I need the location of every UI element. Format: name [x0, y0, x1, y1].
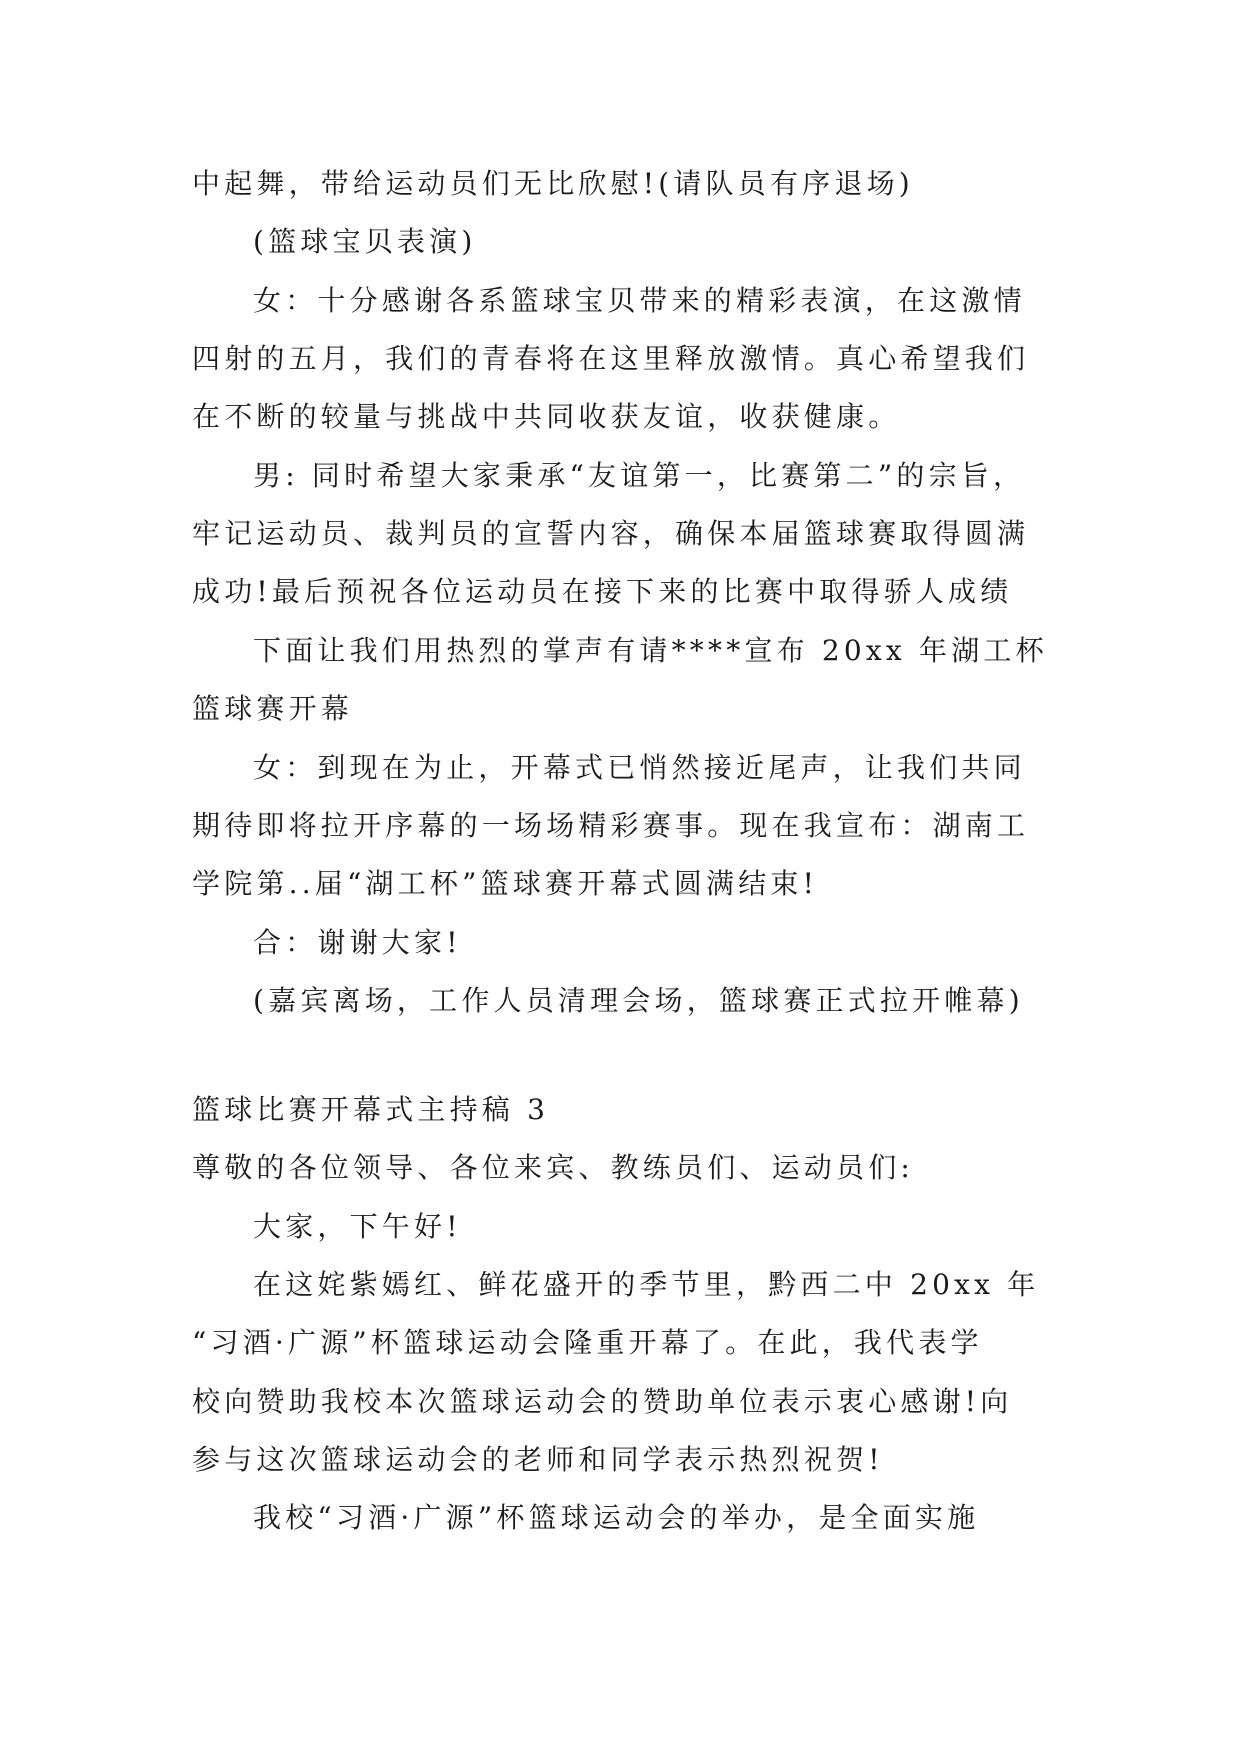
text-line: 参与这次篮球运动会的老师和同学表示热烈祝贺! — [192, 1443, 884, 1476]
text-line: “习酒·广源”杯篮球运动会隆重开幕了。在此，我代表学 — [192, 1326, 983, 1359]
text-line: 尊敬的各位领导、各位来宾、教练员们、运动员们: — [192, 1151, 915, 1184]
section-heading: 篮球比赛开幕式主持稿 3 — [192, 1093, 550, 1126]
text-line: 期待即将拉开序幕的一场场精彩赛事。现在我宣布：湖南工 — [192, 809, 1030, 842]
text-line: 男: 同时希望大家秉承“友谊第一，比赛第二”的宗旨， — [253, 459, 1026, 492]
text-line: 校向赞助我校本次篮球运动会的赞助单位表示衷心感谢!向 — [192, 1385, 1013, 1418]
text-line: (嘉宾离场，工作人员清理会场，篮球赛正式拉开帷幕) — [253, 984, 1024, 1017]
text-line: 在不断的较量与挑战中共同收获友谊，收获健康。 — [192, 400, 901, 433]
text-line: (篮球宝贝表演) — [253, 225, 477, 258]
text-line: 成功!最后预祝各位运动员在接下来的比赛中取得骄人成绩 — [192, 575, 1013, 608]
text-line: 我校“习酒·广源”杯篮球运动会的举办，是全面实施 — [253, 1501, 980, 1534]
text-line: 女：到现在为止，开幕式已悄然接近尾声，让我们共同 — [253, 751, 1026, 784]
text-line: 女：十分感谢各系篮球宝贝带来的精彩表演，在这激情 — [253, 284, 1026, 317]
text-line: 在这姹紫嫣红、鲜花盛开的季节里，黔西二中 20xx 年 — [253, 1268, 1040, 1301]
text-line: 中起舞，带给运动员们无比欣慰!(请队员有序退场) — [192, 167, 914, 200]
text-line: 四射的五月，我们的青春将在这里释放激情。真心希望我们 — [192, 342, 1030, 375]
text-line: 大家，下午好! — [253, 1210, 462, 1243]
text-line: 牢记运动员、裁判员的宣誓内容，确保本届篮球赛取得圆满 — [192, 517, 1030, 550]
text-line: 合：谢谢大家! — [253, 926, 462, 959]
text-line: 学院第..届“湖工杯”篮球赛开幕式圆满结束! — [192, 867, 819, 900]
text-line: 下面让我们用热烈的掌声有请****宣布 20xx 年湖工杯 — [253, 634, 1048, 667]
text-line: 篮球赛开幕 — [192, 692, 354, 725]
